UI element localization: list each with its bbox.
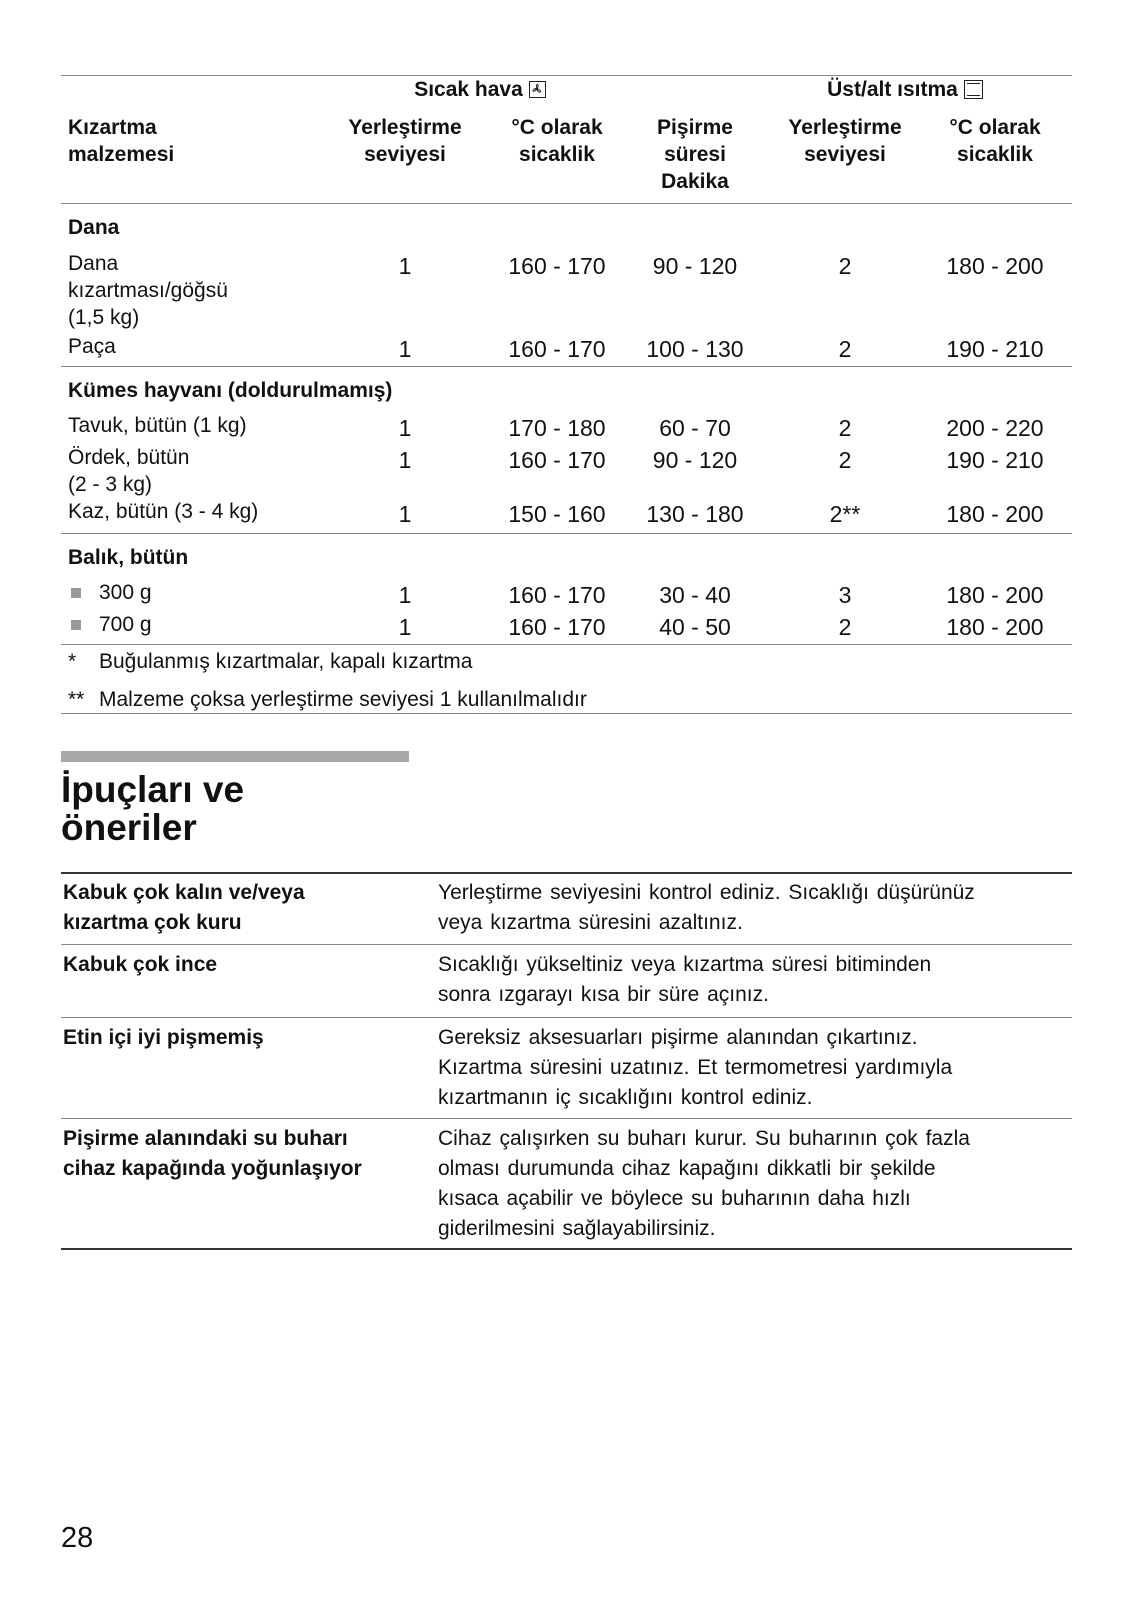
header-line: Pişirme — [657, 116, 733, 139]
square-bullet-icon — [71, 620, 81, 630]
square-bullet-icon — [71, 588, 81, 598]
row-label — [68, 498, 258, 525]
col-tb-level-header — [765, 114, 925, 168]
tip-answer-line: sonra ızgarayı kısa bir süre açınız. — [438, 983, 769, 1006]
tb-level-value: 2 — [838, 336, 852, 362]
tb-level-value: 2 — [838, 614, 852, 640]
tip-answer-line: Sıcaklığı yükseltiniz veya kızartma süresi bitiminden — [438, 953, 932, 976]
label-line: (2 - 3 kg) — [68, 473, 153, 496]
time-value: 100 - 130 — [646, 336, 744, 362]
tb-temp-value: 180 - 200 — [946, 501, 1044, 527]
tip-question — [63, 950, 423, 980]
tb-level-value: 2 — [838, 415, 852, 441]
col-time-header — [625, 114, 765, 195]
label-line: kızartması/göğsü — [68, 279, 228, 302]
tip-answer-line: kısaca açabilir ve böylece su buharının daha hızlı — [438, 1187, 911, 1210]
row-label — [99, 611, 152, 638]
tip-answer-line: giderilmesini sağlayabilirsiniz. — [438, 1217, 716, 1240]
footnote-text: Buğulanmış kızartmalar, kapalı kızartma — [99, 650, 473, 673]
time-value: 60 - 70 — [659, 415, 731, 441]
tip-answer-line: Yerleştirme seviyesini kontrol ediniz. Sıcaklığı düşürünüz — [438, 881, 975, 904]
header-line: seviyesi — [364, 143, 446, 166]
hot-temp-value: 170 - 180 — [508, 415, 606, 441]
tb-temp-value: 200 - 220 — [946, 415, 1044, 441]
hot-level-value: 1 — [398, 582, 412, 608]
header-line: seviyesi — [804, 143, 886, 166]
header-line: süresi — [664, 143, 726, 166]
col-tb-temp-header — [925, 114, 1065, 168]
header-line: °C olarak — [511, 116, 603, 139]
hot-air-label: Sıcak hava — [414, 78, 523, 101]
tip-question-line: kızartma çok kuru — [63, 911, 242, 934]
label-line: Kaz, bütün (3 - 4 kg) — [68, 500, 259, 523]
hot-level-value: 1 — [398, 614, 412, 640]
col-hot-temp-header — [487, 114, 627, 168]
tb-level-value: 3 — [838, 582, 852, 608]
section-title — [61, 771, 244, 847]
group-title-poultry: Kümes hayvanı (doldurulmamış) — [68, 379, 393, 402]
tip-question-line: Kabuk çok kalın ve/veya — [63, 881, 305, 904]
section-divider-bar — [61, 751, 409, 762]
hot-temp-value: 150 - 160 — [508, 501, 606, 527]
tb-level-value: 2** — [829, 501, 861, 527]
label-line: Ördek, bütün — [68, 446, 190, 469]
hot-level-value: 1 — [398, 447, 412, 473]
row-label — [68, 333, 116, 360]
tip-question — [63, 1124, 423, 1184]
tb-level-value: 2 — [838, 253, 852, 279]
tip-question — [63, 1023, 423, 1053]
header-line: malzemesi — [68, 143, 175, 166]
tip-question-line: Pişirme alanındaki su buharı — [63, 1127, 348, 1150]
tip-question-line: cihaz kapağında yoğunlaşıyor — [63, 1157, 362, 1180]
tip-answer-line: veya kızartma süresini azaltınız. — [438, 911, 743, 934]
hot-temp-value: 160 - 170 — [508, 253, 606, 279]
header-line: sicaklik — [957, 143, 1033, 166]
label-line: Paça — [68, 335, 116, 358]
section-title-line: İpuçları ve — [61, 769, 245, 810]
label-line: Tavuk, bütün (1 kg) — [68, 414, 247, 437]
col-hot-level-header — [325, 114, 485, 168]
tip-question-line: Kabuk çok ince — [63, 953, 218, 976]
time-value: 40 - 50 — [659, 614, 731, 640]
header-line: Yerleştirme — [788, 116, 902, 139]
section-title-line: öneriler — [61, 807, 197, 848]
tb-temp-value: 190 - 210 — [946, 336, 1044, 362]
tip-answer-line: olması durumunda cihaz kapağını dikkatli bir şekilde — [438, 1157, 936, 1180]
header-line: Yerleştirme — [348, 116, 462, 139]
hot-level-value: 1 — [398, 336, 412, 362]
tip-answer — [438, 878, 1068, 938]
footnote-mark: * — [68, 650, 77, 673]
row-label — [68, 412, 247, 439]
row-label — [68, 250, 228, 331]
tip-answer-line: Kızartma süresini uzatınız. Et termometresi yardımıyla — [438, 1056, 953, 1079]
tip-answer-line: Gereksiz aksesuarları pişirme alanından çıkartınız. — [438, 1026, 918, 1049]
row-label — [68, 444, 189, 498]
tb-temp-value: 180 - 200 — [946, 253, 1044, 279]
time-value: 90 - 120 — [652, 253, 738, 279]
page-number: 28 — [61, 1522, 94, 1554]
hot-air-header — [380, 76, 580, 103]
tip-answer — [438, 1124, 1068, 1244]
tip-answer-line: Cihaz çalışırken su buharı kurur. Su buharının çok fazla — [438, 1127, 970, 1150]
hot-temp-value: 160 - 170 — [508, 582, 606, 608]
label-line: (1,5 kg) — [68, 306, 140, 329]
label-line: Dana — [68, 252, 119, 275]
tb-level-value: 2 — [838, 447, 852, 473]
hot-level-value: 1 — [398, 253, 412, 279]
col-material-header — [68, 114, 174, 168]
hot-temp-value: 160 - 170 — [508, 614, 606, 640]
tb-temp-value: 180 - 200 — [946, 614, 1044, 640]
header-line: Dakika — [661, 170, 729, 193]
header-line: Kızartma — [68, 116, 157, 139]
fan-icon — [529, 81, 546, 98]
top-bottom-label: Üst/alt ısıtma — [827, 78, 958, 101]
tip-answer — [438, 950, 1068, 1010]
time-value: 30 - 40 — [659, 582, 731, 608]
tb-temp-value: 190 - 210 — [946, 447, 1044, 473]
header-line: °C olarak — [949, 116, 1041, 139]
hot-temp-value: 160 - 170 — [508, 336, 606, 362]
tip-answer — [438, 1023, 1068, 1113]
top-bottom-header — [790, 76, 1020, 103]
tip-answer-line: kızartmanın iç sıcaklığını kontrol ediniz. — [438, 1086, 813, 1109]
footnote-mark: ** — [68, 688, 85, 711]
time-value: 130 - 180 — [646, 501, 744, 527]
tip-question — [63, 878, 423, 938]
label-line: 700 g — [99, 613, 152, 636]
hot-temp-value: 160 - 170 — [508, 447, 606, 473]
group-title-beef: Dana — [68, 216, 120, 239]
top-bottom-heat-icon — [964, 80, 983, 99]
hot-level-value: 1 — [398, 415, 412, 441]
tip-question-line: Etin içi iyi pişmemiş — [63, 1026, 264, 1049]
tb-temp-value: 180 - 200 — [946, 582, 1044, 608]
footnote-text: Malzeme çoksa yerleştirme seviyesi 1 kullanılmalıdır — [99, 688, 587, 711]
row-label — [99, 579, 152, 606]
header-line: sicaklik — [519, 143, 595, 166]
time-value: 90 - 120 — [652, 447, 738, 473]
label-line: 300 g — [99, 581, 152, 604]
hot-level-value: 1 — [398, 501, 412, 527]
group-title-fish: Balık, bütün — [68, 546, 189, 569]
